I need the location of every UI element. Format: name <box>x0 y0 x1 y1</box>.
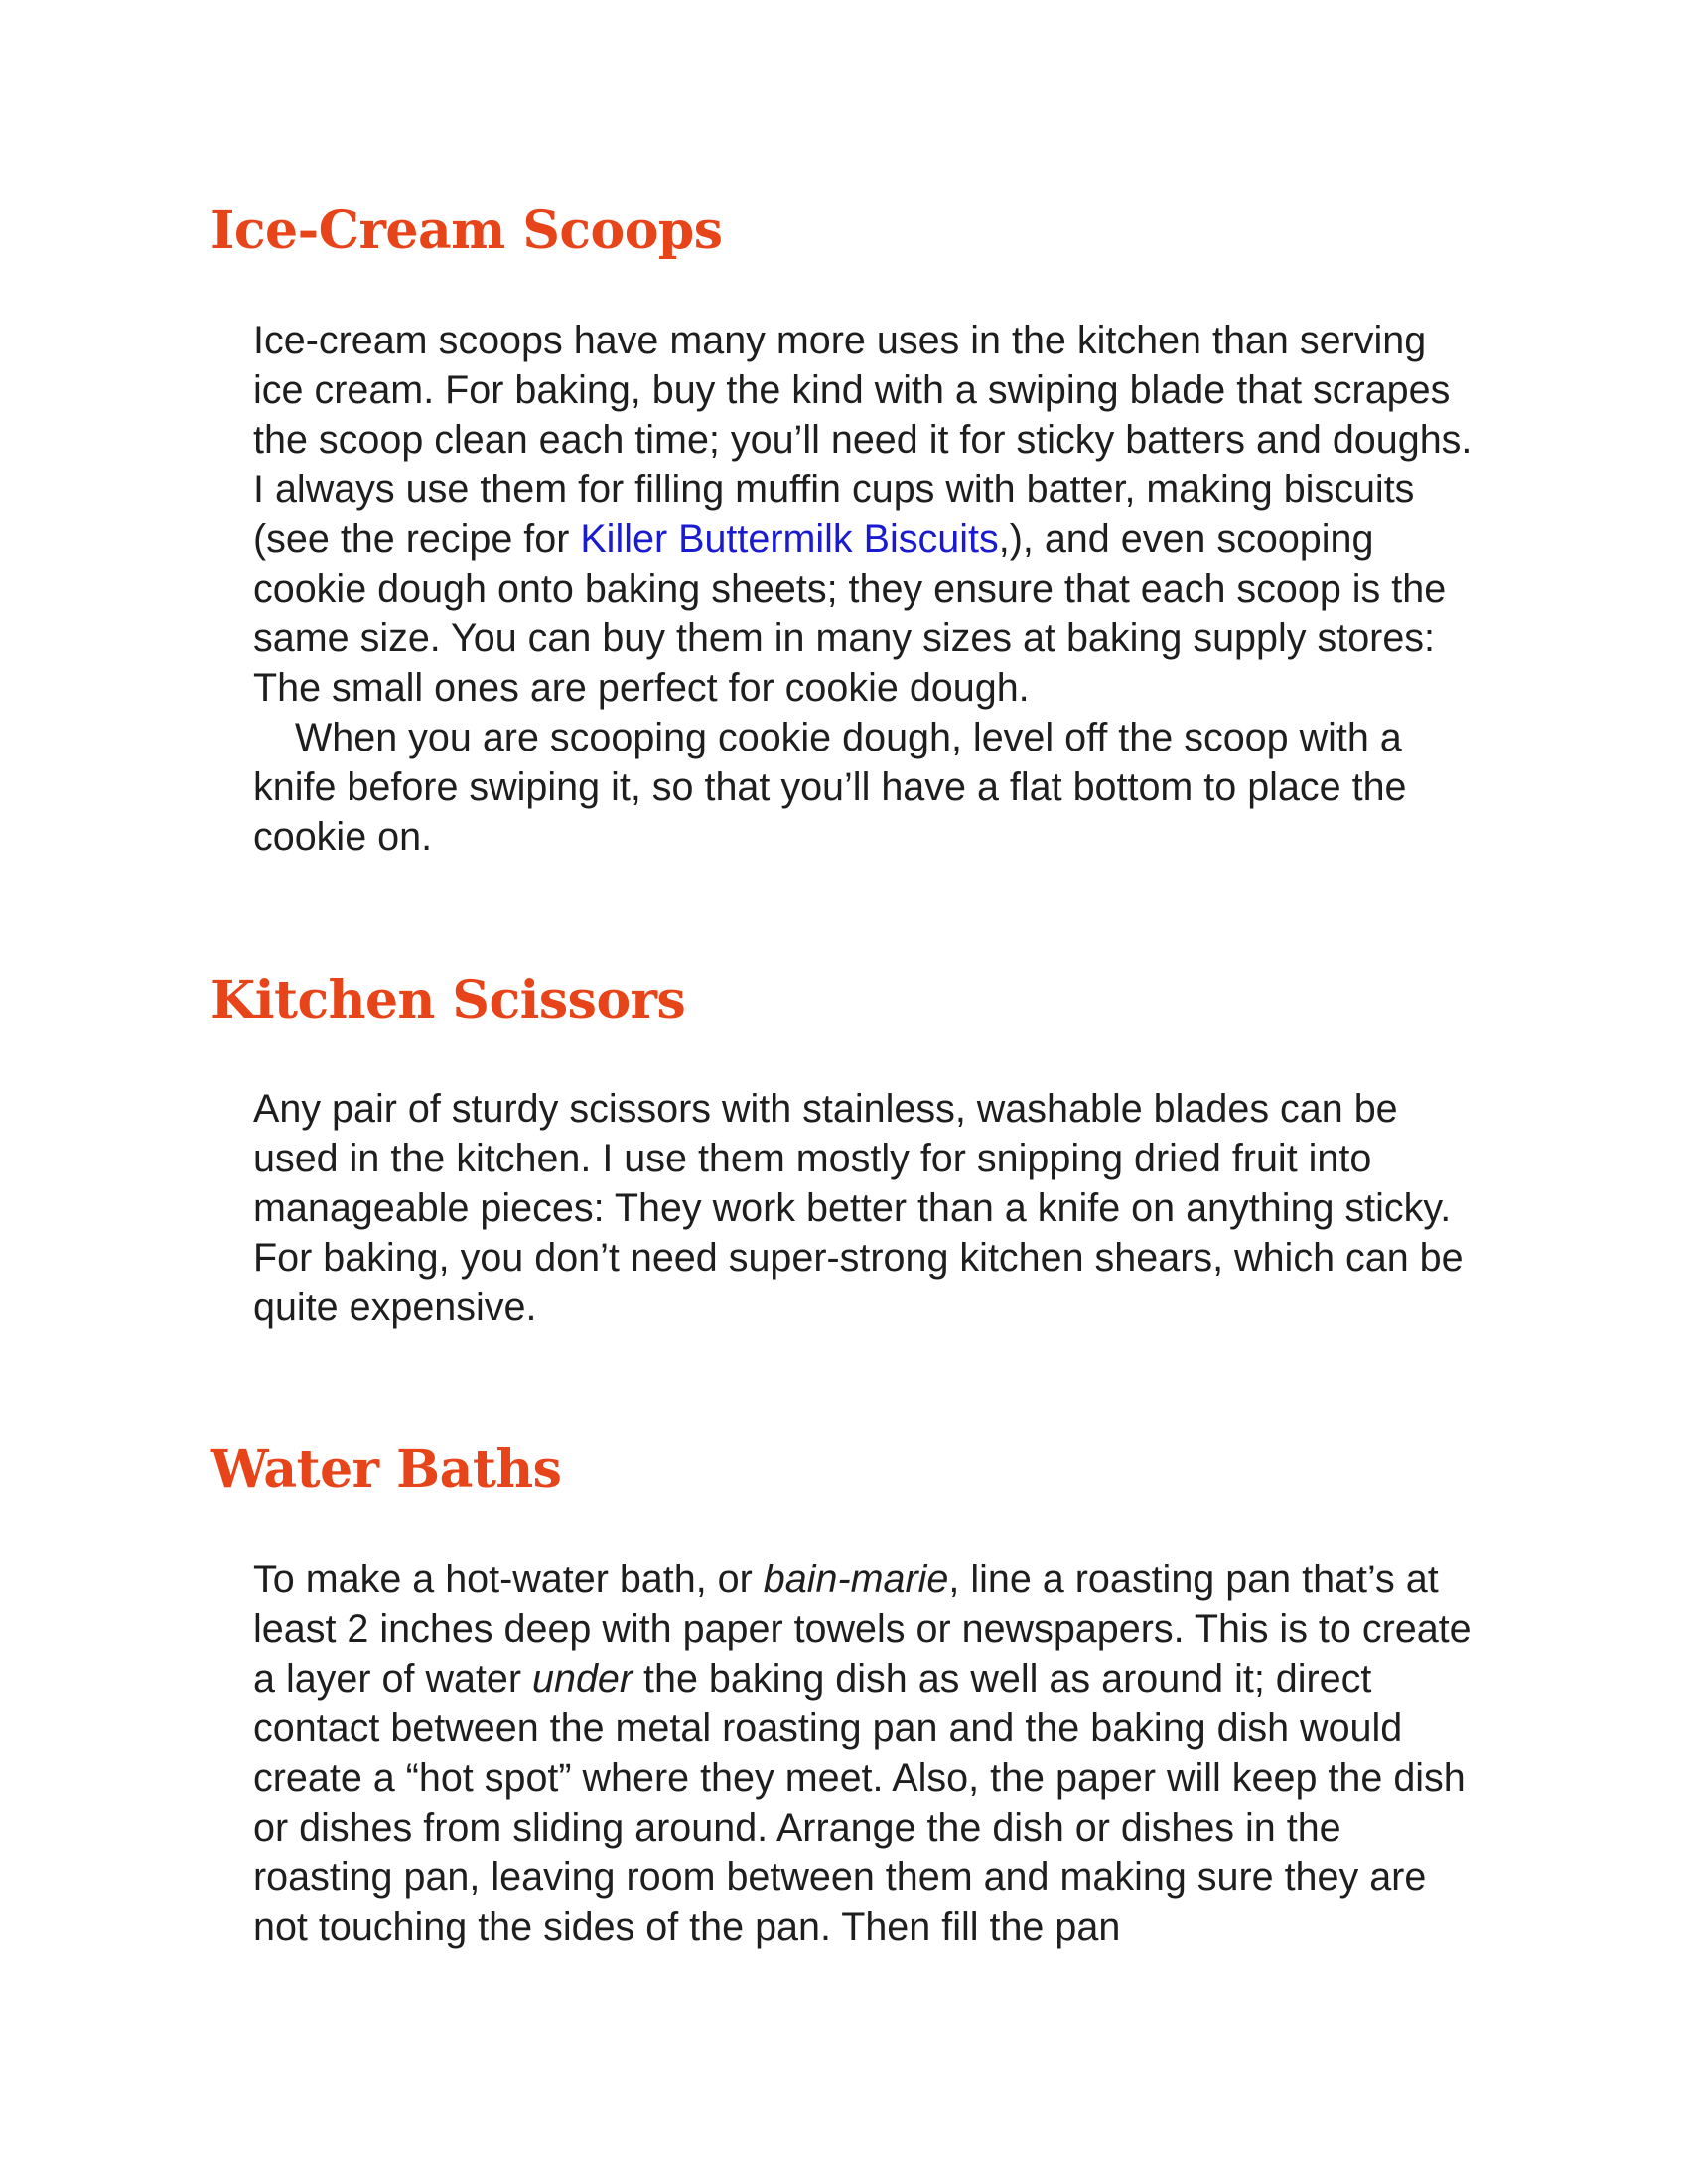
paragraph <box>253 316 1484 713</box>
section-heading-kitchen-scissors: Kitchen Scissors <box>211 970 686 1030</box>
paragraph <box>253 1555 1484 1952</box>
killer-buttermilk-biscuits-link[interactable]: Killer Buttermilk Biscuits <box>580 517 999 561</box>
section-body-ice-cream-scoops <box>253 316 1484 862</box>
paragraph-text: the baking dish as well as around it; direct contact between the metal roasting pan and the baking dish would create a “hot spot” where they meet. Also, the paper will keep the dish or dishes from sliding around. Arrange the dish or dishes in the roasting pan, leaving room between them and making sure they are not touching the sides of the pan. Then fill the pan <box>253 1657 1466 1949</box>
paragraph-text: ,), and even scooping cookie dough onto baking sheets; they ensure that each scoop is the same size. You can buy them in many sizes at baking supply stores: The small ones are perfect for cookie dough. <box>253 517 1447 710</box>
section-heading-water-baths: Water Baths <box>211 1439 562 1500</box>
paragraph: Any pair of sturdy scissors with stainless, washable blades can be used in the kitchen. I use them mostly for snipping dried fruit into manageable pieces: They work better than a knife on anything sticky. For baking, you don’t need super-strong kitchen shears, which can be quite expensive. <box>253 1087 1464 1329</box>
section-heading-ice-cream-scoops: Ice-Cream Scoops <box>211 201 723 261</box>
paragraph-text: , line a roasting pan that’s at least 2 inches deep with paper towels or newspapers. This is to create a layer of water <box>253 1558 1472 1701</box>
paragraph-text: Ice-cream scoops have many more uses in the kitchen than serving ice cream. For baking, buy the kind with a swiping blade that scrapes the scoop clean each time; you’ll need it for sticky batters and doughs. I always use them for filling muffin cups with batter, making biscuits (see the recipe for <box>253 319 1473 561</box>
section-body-water-baths <box>253 1555 1484 1952</box>
emphasis-bain-marie: bain-marie <box>763 1558 949 1601</box>
section-body-kitchen-scissors <box>253 1084 1484 1332</box>
paragraph: When you are scooping cookie dough, level off the scoop with a knife before swiping it, so that you’ll have a flat bottom to place the cookie on. <box>253 716 1407 859</box>
emphasis-under: under <box>532 1657 633 1701</box>
paragraph-text: To make a hot-water bath, or <box>253 1558 764 1601</box>
